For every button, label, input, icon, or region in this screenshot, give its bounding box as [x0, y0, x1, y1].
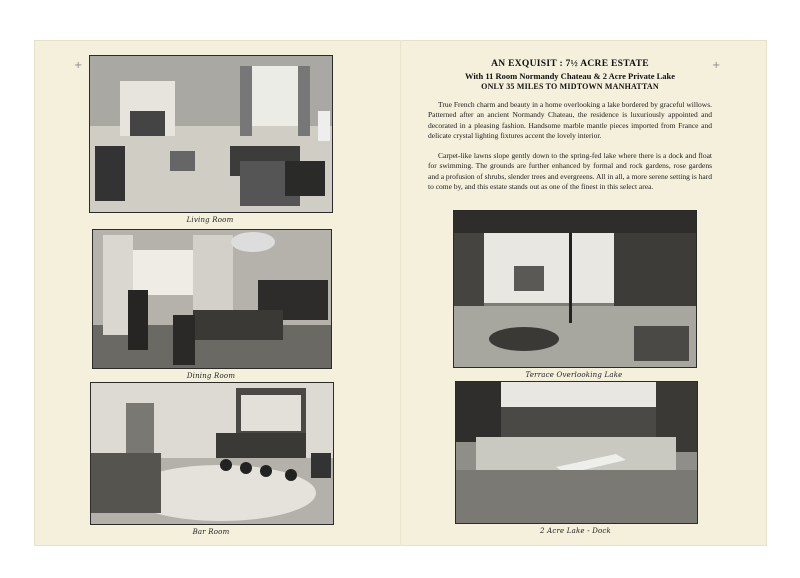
dining-room-caption: Dining Room [186, 372, 236, 380]
corner-mark-right: + [712, 60, 721, 71]
lake-dock-photo [455, 381, 698, 524]
description-paragraph-2: Carpet-like lawns slope gently down to the spring-fed lake where there is a dock and float for swimming. The grounds are further enhanced by formal and rock gardens, rose gardens and a profusion of shrubs, slender trees and evergreens. All in all, a more serene setting is hard to come by, and this estate stands out as one of the finest in this select area. [428, 151, 712, 192]
bar-room-caption: Bar Room [192, 528, 230, 536]
headline-title: AN EXQUISIT : 7½ ACRE ESTATE [491, 59, 649, 69]
description-paragraph-1: True French charm and beauty in a home overlooking a lake bordered by graceful willows. Patterned after an ancient Normandy Chateau, the residence is luxuriously appointed and decorated in a pleasing fashion. Handsome marble mantle pieces imported from France and delicate crystal lighting fixtures accent the lovely interior. [428, 100, 712, 141]
dining-room-photo [92, 229, 332, 369]
corner-mark-left: + [74, 60, 83, 71]
living-room-photo [89, 55, 333, 213]
bar-room-photo [90, 382, 334, 525]
headline-distance: ONLY 35 MILES TO MIDTOWN MANHATTAN [481, 82, 659, 91]
living-room-caption: Living Room [186, 216, 234, 224]
terrace-photo [453, 210, 697, 368]
terrace-caption: Terrace Overlooking Lake [525, 371, 623, 379]
headline-subtitle: With 11 Room Normandy Chateau & 2 Acre Private Lake [464, 71, 676, 81]
lake-dock-caption: 2 Acre Lake - Dock [540, 527, 611, 535]
center-fold [400, 40, 402, 546]
